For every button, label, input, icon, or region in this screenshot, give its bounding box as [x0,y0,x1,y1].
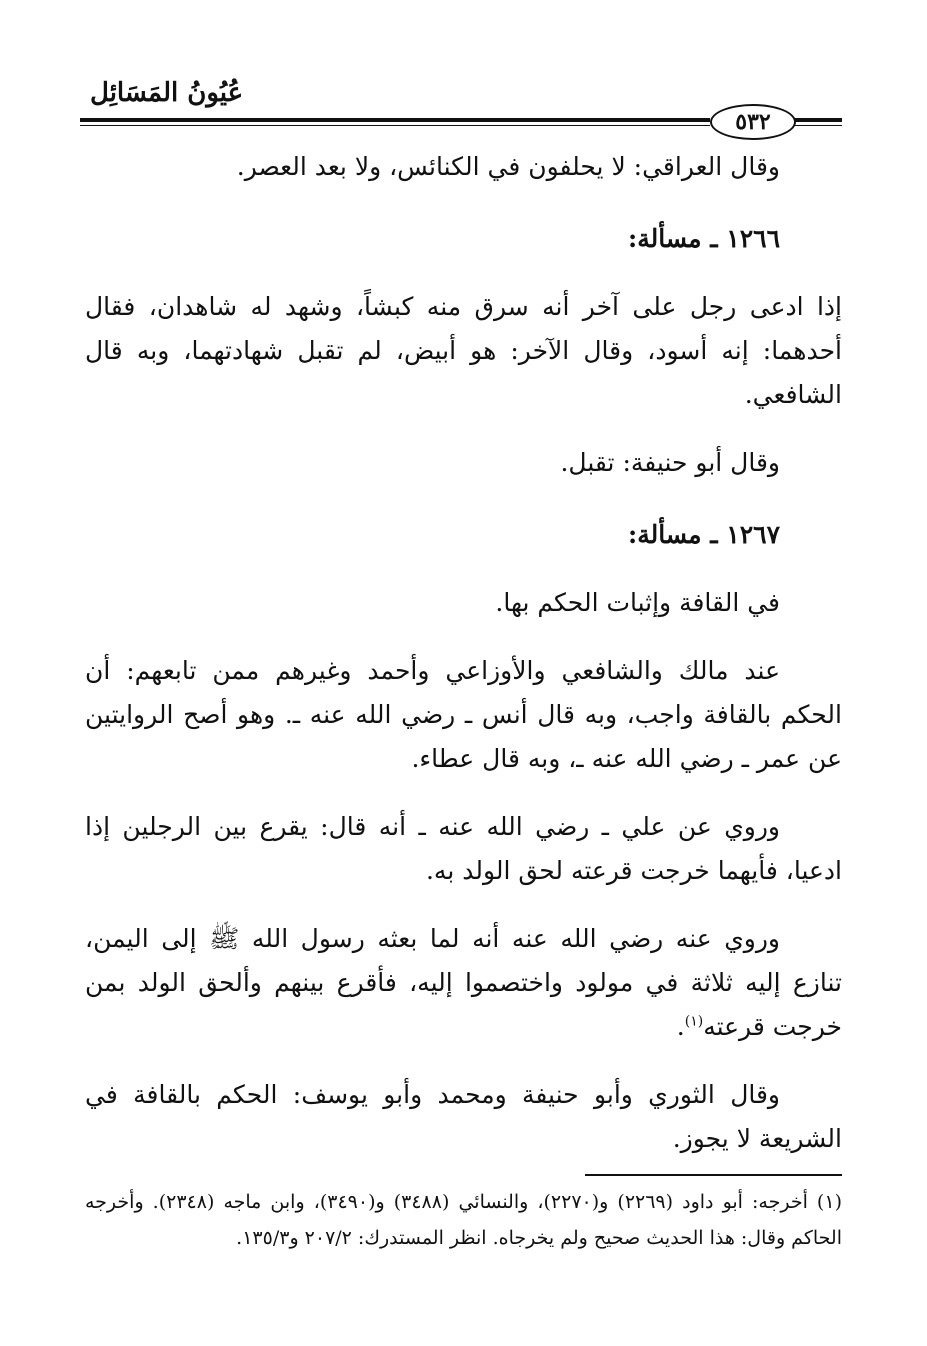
paragraph: إذا ادعى رجل على آخر أنه سرق منه كبشاً، وشهد له شاهدان، فقال أحدهما: إنه أسود، وقال الآخر: هو أبيض، لم تقبل شهادتهما، وبه قال الشافعي. [85,292,842,409]
main-text [85,145,842,1161]
footnote-separator [585,1174,842,1176]
paragraph-end: . [676,1012,685,1041]
paragraph [85,649,842,781]
paragraph-text: عند مالك والشافعي والأوزاعي وأحمد وغيرهم ممن تابعهم: أن الحكم بالقافة واجب، وبه قال أنس ـ رضي الله عنه ـ. وهو أصح الروايتين عن عمر ـ رضي الله عنه ـ، وبه قال عطاء. [85,656,842,773]
paragraph: في القافة وإثبات الحكم بها. [495,588,780,617]
header-rule-right-thin [792,125,842,126]
page-number: ٥٣٢ [710,104,796,140]
paragraph: وقال العراقي: لا يحلفون في الكنائس، ولا بعد العصر. [236,152,780,181]
issue-heading-1267: ١٢٦٧ ـ مسألة: [627,520,780,549]
paragraph-text: وروي عنه رضي الله عنه أنه لما بعثه رسول الله ﷺ إلى اليمن، تنازع إليه ثلاثة في مولود واختصموا إليه، فأقرع بينهم وألحق الولد بمن خرجت قرعته [85,924,842,1041]
footnotes [85,1184,842,1256]
book-title: عُيُونُ المَسَائِل [90,78,244,108]
paragraph: وقال الثوري وأبو حنيفة ومحمد وأبو يوسف: الحكم بالقافة في الشريعة لا يجوز. [85,1080,842,1153]
footnote-reference[interactable]: (١) [684,1013,704,1030]
paragraph [85,917,842,1049]
footnote-1: (١) أخرجه: أبو داود (٢٢٦٩) و(٢٢٧٠)، والنسائي (٣٤٨٨) و(٣٤٩٠)، وابن ماجه (٢٣٤٨). وأخرجه الحاكم وقال: هذا الحديث صحيح ولم يخرجاه. انظر المستدرك: ٢٠٧/٢ و١٣٥/٣. [85,1191,842,1249]
header-rule-right-thick [792,118,842,122]
paragraph: وروي عن علي ـ رضي الله عنه ـ أنه قال: يقرع بين الرجلين إذا ادعيا، فأيهما خرجت قرعته لحق الولد به. [85,812,842,885]
issue-heading-1266: ١٢٦٦ ـ مسألة: [627,224,780,253]
paragraph: وقال أبو حنيفة: تقبل. [560,448,780,477]
header-rule-thin [80,125,710,126]
page-header [80,78,842,138]
header-rule-thick [80,118,710,122]
